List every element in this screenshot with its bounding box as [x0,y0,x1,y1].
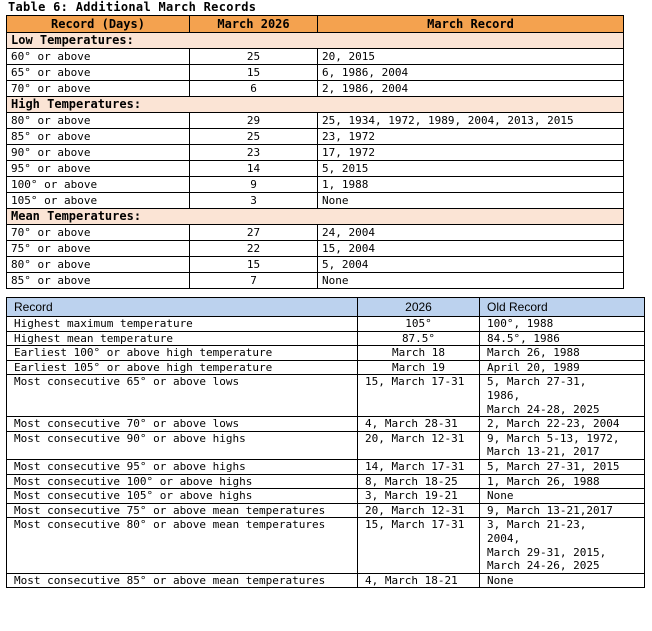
record-cell: 65° or above [7,65,190,81]
record-cell: Highest maximum temperature [7,317,358,332]
table-row [7,360,645,375]
record-cell: Earliest 105° or above high temperature [7,360,358,375]
old-record-cell [480,331,645,346]
old-record-cell [480,503,645,518]
value-cell: 22 [190,241,318,257]
table-row [7,474,645,489]
table-row [7,317,645,332]
old-record-cell: 17, 1972 [318,145,624,161]
record-cell: 80° or above [7,113,190,129]
value-cell: 7 [190,273,318,289]
old-record-cell: None [318,193,624,209]
table-row [7,241,624,257]
table-row [7,375,645,417]
table-row [7,417,645,432]
record-cell: 75° or above [7,241,190,257]
value-cell: 20, March 12-31 [358,503,480,518]
table-row [7,81,624,97]
table-row [7,459,645,474]
old-record-cell: 24, 2004 [318,225,624,241]
record-cell: Most consecutive 65° or above lows [7,375,358,417]
value-cell: 15 [190,257,318,273]
value-cell: 4, March 18-21 [358,573,480,588]
header-march-record: March Record [318,16,624,33]
march-records-comparison-table [6,297,645,588]
old-record-cell [480,474,645,489]
value-cell: 27 [190,225,318,241]
value-cell: 87.5° [358,331,480,346]
value-cell: 25 [190,49,318,65]
header-record: Record [7,298,358,317]
old-record-line: 2004, [487,531,521,545]
value-cell: 20, March 12-31 [358,431,480,459]
value-cell: 23 [190,145,318,161]
record-cell: 85° or above [7,273,190,289]
table-title: Table 6: Additional March Records [8,0,257,14]
value-cell: 6 [190,81,318,97]
value-cell: 3, March 19-21 [358,489,480,504]
section-label: Low Temperatures: [7,33,624,49]
record-cell: 70° or above [7,225,190,241]
table-row [7,489,645,504]
table-row [7,431,645,459]
table-row [7,113,624,129]
old-record-line: 5, March 27-31, 2015 [487,459,620,473]
old-record-line: None [487,573,514,587]
record-cell: 60° or above [7,49,190,65]
value-cell: 15 [190,65,318,81]
old-record-line: 100°, 1988 [487,317,554,330]
table-row [7,573,645,588]
value-cell: March 19 [358,360,480,375]
record-cell: Most consecutive 95° or above highs [7,459,358,474]
old-record-cell [480,489,645,504]
table-row [7,273,624,289]
old-record-line: None [487,489,514,503]
record-cell: 100° or above [7,177,190,193]
value-cell: 29 [190,113,318,129]
old-record-cell [480,417,645,432]
value-cell: 14, March 17-31 [358,459,480,474]
section-row [7,209,624,225]
old-record-line: March 13-21, 2017 [487,445,600,459]
table-row [7,177,624,193]
record-cell: 90° or above [7,145,190,161]
value-cell: 15, March 17-31 [358,375,480,417]
section-label: High Temperatures: [7,97,624,113]
header-march-2026: March 2026 [190,16,318,33]
table-row [7,346,645,361]
table-row [7,193,624,209]
header-old-record: Old Record [480,298,645,317]
table-row [7,225,624,241]
section-row [7,33,624,49]
record-cell: 70° or above [7,81,190,97]
old-record-cell: None [318,273,624,289]
value-cell: 25 [190,129,318,145]
old-record-cell [480,518,645,573]
record-cell: Most consecutive 105° or above highs [7,489,358,504]
table-row [7,518,645,573]
old-record-cell [480,346,645,361]
record-cell: Most consecutive 100° or above highs [7,474,358,489]
old-record-line: March 29-31, 2015, [487,545,607,559]
table-row [7,161,624,177]
old-record-line: March 26, 1988 [487,346,580,360]
table-row [7,331,645,346]
value-cell: 14 [190,161,318,177]
old-record-cell [480,459,645,474]
old-record-cell: 23, 1972 [318,129,624,145]
value-cell: 8, March 18-25 [358,474,480,489]
old-record-line: 84.5°, 1986 [487,331,560,345]
record-cell: Most consecutive 85° or above mean temperatures [7,573,358,588]
section-label: Mean Temperatures: [7,209,624,225]
old-record-cell [480,431,645,459]
old-record-cell: 5, 2015 [318,161,624,177]
value-cell: 3 [190,193,318,209]
table-row [7,145,624,161]
old-record-line: March 24-26, 2025 [487,559,600,573]
old-record-line: 2, March 22-23, 2004 [487,417,620,431]
record-cell: 80° or above [7,257,190,273]
table-row [7,129,624,145]
old-record-line: 1, March 26, 1988 [487,474,600,488]
old-record-cell: 2, 1986, 2004 [318,81,624,97]
old-record-cell [480,317,645,332]
old-record-cell: 5, 2004 [318,257,624,273]
record-cell: Earliest 100° or above high temperature [7,346,358,361]
record-cell: Most consecutive 80° or above mean temperatures [7,518,358,573]
record-cell: Most consecutive 75° or above mean temperatures [7,503,358,518]
old-record-line: 9, March 13-21,2017 [487,503,613,517]
old-record-cell: 1, 1988 [318,177,624,193]
value-cell: 105° [358,317,480,332]
old-record-line: March 24-28, 2025 [487,402,600,416]
record-cell: 105° or above [7,193,190,209]
old-record-line: 3, March 21-23, [487,518,587,532]
header-2026: 2026 [358,298,480,317]
old-record-line: 9, March 5-13, 1972, [487,431,620,445]
old-record-cell: 25, 1934, 1972, 1989, 2004, 2013, 2015 [318,113,624,129]
record-cell: Highest mean temperature [7,331,358,346]
value-cell: 4, March 28-31 [358,417,480,432]
table-row [7,503,645,518]
value-cell: 15, March 17-31 [358,518,480,573]
table-row [7,257,624,273]
old-record-cell [480,375,645,417]
additional-march-records-table [6,15,624,289]
old-record-cell: 15, 2004 [318,241,624,257]
record-cell: 95° or above [7,161,190,177]
old-record-cell [480,360,645,375]
old-record-cell: 6, 1986, 2004 [318,65,624,81]
value-cell: 9 [190,177,318,193]
old-record-line: 1986, [487,388,521,402]
table-header-row [7,16,624,33]
table-row [7,65,624,81]
header-record-days: Record (Days) [7,16,190,33]
record-cell: Most consecutive 70° or above lows [7,417,358,432]
value-cell: March 18 [358,346,480,361]
record-cell: Most consecutive 90° or above highs [7,431,358,459]
old-record-line: 5, March 27-31, [487,375,587,389]
section-row [7,97,624,113]
old-record-cell [480,573,645,588]
table-header-row [7,298,645,317]
old-record-cell: 20, 2015 [318,49,624,65]
record-cell: 85° or above [7,129,190,145]
old-record-line: April 20, 1989 [487,360,580,374]
table-row [7,49,624,65]
